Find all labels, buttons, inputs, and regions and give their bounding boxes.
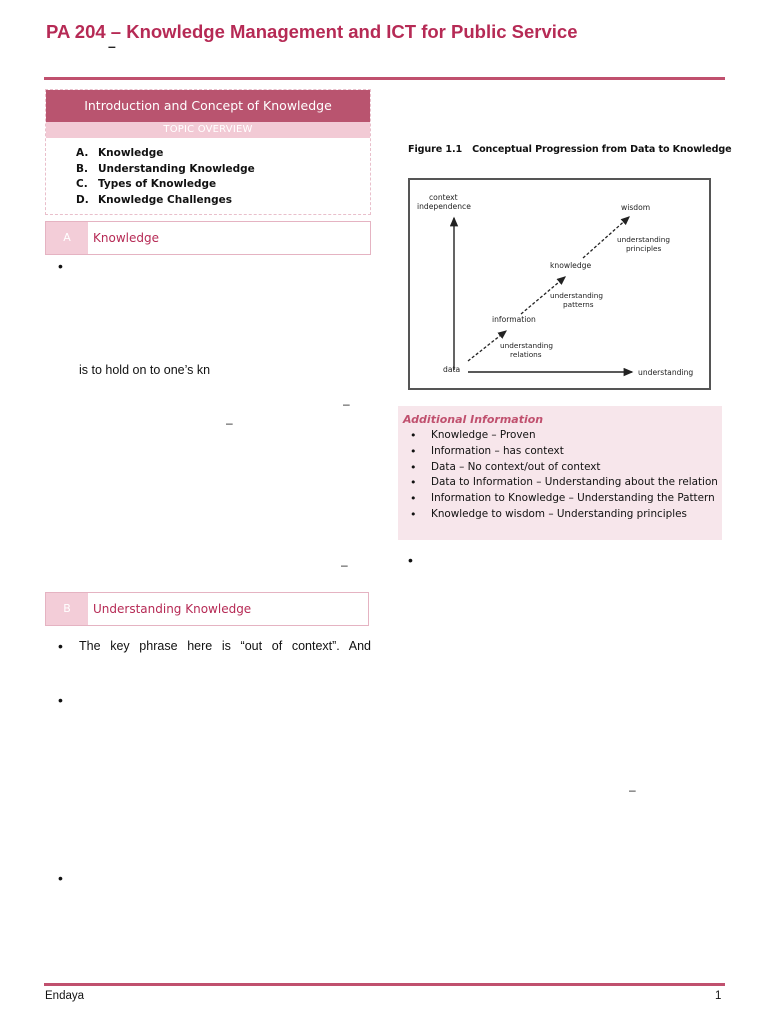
knowledge-progression-diagram	[410, 180, 709, 388]
section-title: Knowledge	[93, 231, 159, 245]
figure-caption	[408, 144, 732, 155]
topic-subheader: TOPIC OVERVIEW	[46, 122, 370, 138]
topic-header: Introduction and Concept of Knowledge	[46, 90, 370, 122]
topic-item-label: Knowledge	[98, 147, 164, 159]
dash-mark: –	[341, 558, 348, 572]
topic-list	[46, 138, 370, 209]
info-item: • Knowledge to wisdom – Understanding principles	[403, 507, 722, 523]
transition-label: understanding	[550, 291, 604, 300]
transition-label: patterns	[563, 300, 594, 309]
info-item: • Information to Knowledge – Understanding the Pattern	[403, 491, 722, 507]
additional-info-list	[403, 428, 722, 523]
topic-item-letter: C.	[76, 178, 88, 191]
transition-label: relations	[510, 350, 542, 359]
info-item: • Information – has context	[403, 444, 722, 460]
topic-item	[76, 162, 370, 178]
stage-label: knowledge	[550, 261, 592, 270]
paragraph-fragment: The key phrase here is “out of context”. And	[79, 639, 371, 653]
topic-overview-box	[45, 89, 371, 215]
topic-item	[76, 146, 370, 162]
info-item: • Data to Information – Understanding about the relation	[403, 475, 722, 491]
x-axis-label: understanding	[638, 368, 694, 377]
section-b-header	[45, 592, 369, 626]
additional-info-title: Additional Information	[403, 413, 544, 426]
section-title: Understanding Knowledge	[93, 602, 252, 616]
y-axis-label: context	[429, 193, 458, 202]
title-dash: –	[108, 38, 116, 54]
footer-rule	[44, 983, 725, 986]
dash-mark: –	[629, 783, 636, 797]
topic-item-letter: B.	[76, 162, 88, 175]
y-axis-label: independence	[417, 202, 471, 211]
bullet: •	[58, 692, 63, 708]
dash-mark: –	[226, 416, 233, 430]
figure-caption-text: Conceptual Progression from Data to Knowledge	[472, 144, 732, 155]
header-rule	[44, 77, 725, 80]
paragraph-fragment: is to hold on to one’s kn	[79, 363, 211, 377]
document-title: PA 204 – Knowledge Management and ICT for Public Service	[46, 21, 578, 42]
bullet: •	[58, 638, 63, 654]
additional-info-box	[398, 406, 722, 540]
transition-label: understanding	[617, 235, 671, 244]
figure-number: Figure 1.1	[408, 144, 463, 155]
topic-item-label: Types of Knowledge	[98, 178, 217, 191]
topic-item-letter: D.	[76, 194, 89, 207]
topic-item-label: Knowledge Challenges	[98, 194, 233, 207]
footer-author: Endaya	[45, 990, 85, 1002]
info-item: • Knowledge – Proven	[403, 428, 722, 444]
stage-label: wisdom	[621, 203, 651, 212]
dash-mark: –	[343, 397, 350, 411]
bullet: •	[58, 258, 63, 274]
topic-item	[76, 177, 370, 193]
figure-diagram	[408, 178, 711, 390]
page-number: 1	[715, 990, 722, 1002]
section-letter: B	[46, 593, 88, 625]
info-item: • Data – No context/out of context	[403, 460, 722, 476]
transition-label: understanding	[500, 341, 554, 350]
bullet: •	[408, 552, 413, 568]
section-letter: A	[46, 222, 88, 254]
section-a-header	[45, 221, 371, 255]
stage-label: data	[443, 365, 461, 374]
topic-item	[76, 193, 370, 209]
bullet: •	[58, 870, 63, 886]
stage-label: information	[492, 315, 536, 324]
topic-item-label: Understanding Knowledge	[98, 162, 255, 175]
topic-item-letter: A.	[76, 147, 89, 159]
transition-label: principles	[626, 244, 662, 253]
